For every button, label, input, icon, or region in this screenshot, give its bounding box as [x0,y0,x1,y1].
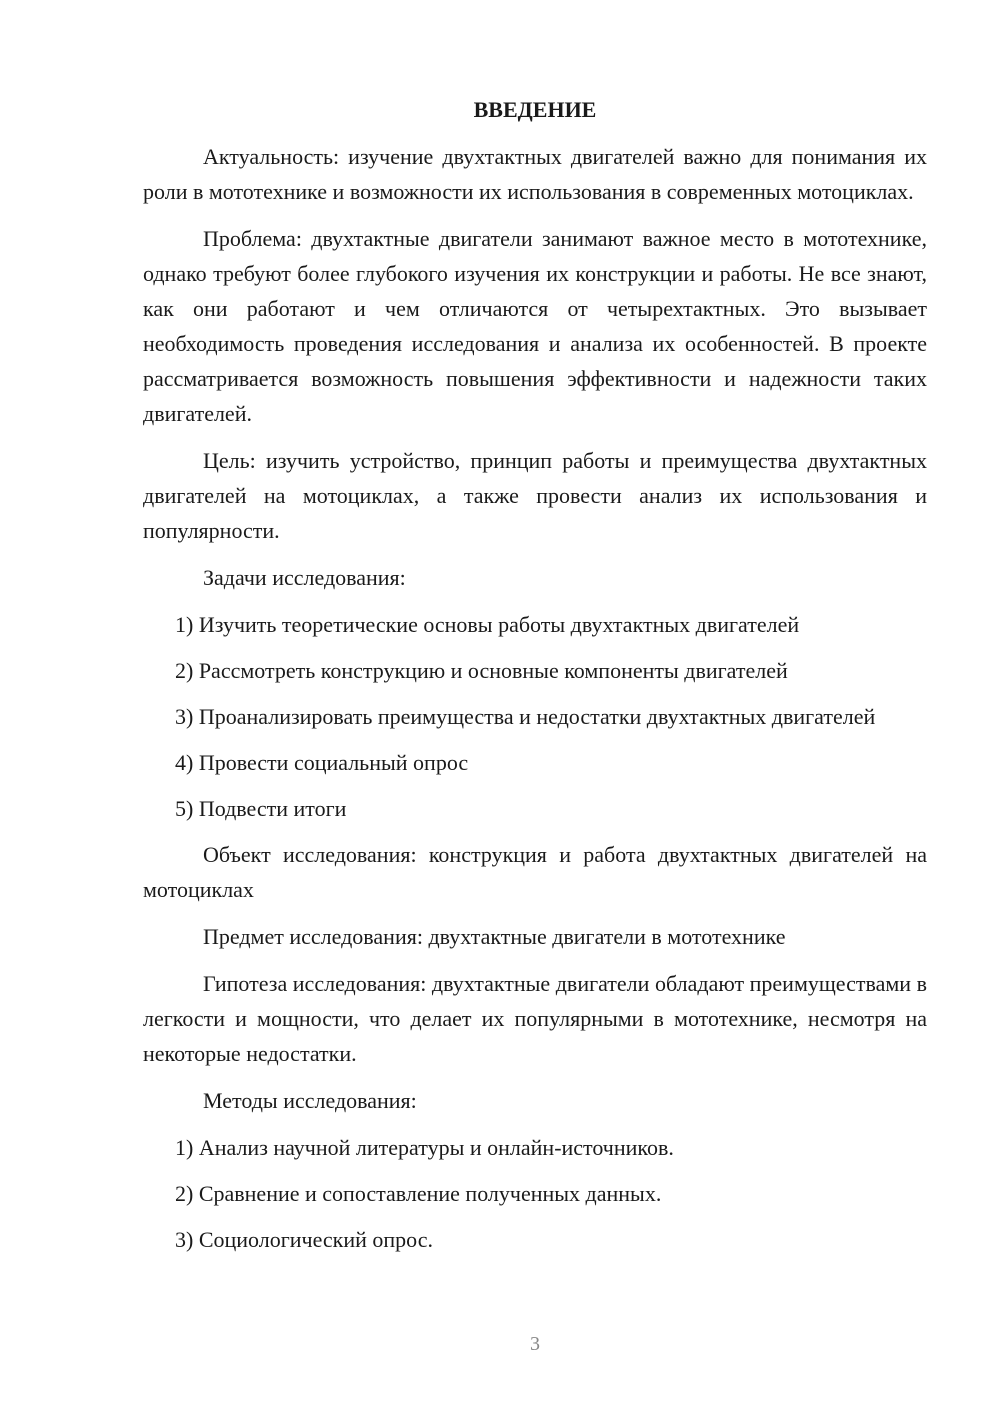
task-item: 4) Провести социальный опрос [175,750,469,775]
method-item: 1) Анализ научной литературы и онлайн-источников. [175,1135,674,1160]
problem-paragraph: Проблема: двухтактные двигатели занимают важное место в мототехнике, однако требуют более глубокого изучения их конструкции и работы. Не все знают, как они работают и чем отличаются от четырехтактных. Это вызывает необходимость проведения исследования и анализа их особенностей. В проекте рассматривается возможность повышения эффективности и надежности таких двигателей. [143,226,927,426]
task-item: 5) Подвести итоги [175,796,347,821]
task-item: 1) Изучить теоретические основы работы двухтактных двигателей [175,612,800,637]
object-paragraph: Объект исследования: конструкция и работа двухтактных двигателей на мотоциклах [143,842,927,902]
subject-paragraph: Предмет исследования: двухтактные двигатели в мототехнике [203,924,786,949]
tasks-heading: Задачи исследования: [203,565,406,590]
methods-heading: Методы исследования: [203,1088,417,1113]
section-title: ВВЕДЕНИЕ [473,97,597,122]
method-item: 2) Сравнение и сопоставление полученных данных. [175,1181,662,1206]
task-item: 2) Рассмотреть конструкцию и основные компоненты двигателей [175,658,788,683]
relevance-paragraph: Актуальность: изучение двухтактных двигателей важно для понимания их роли в мототехнике и возможности их использования в современных мотоциклах. [143,144,927,204]
method-item: 3) Социологический опрос. [175,1227,433,1252]
page-number: 3 [530,1333,540,1355]
goal-paragraph: Цель: изучить устройство, принцип работы и преимущества двухтактных двигателей на мотоциклах, а также провести анализ их использования и популярности. [143,448,927,543]
document-body [143,92,927,1268]
task-item: 3) Проанализировать преимущества и недостатки двухтактных двигателей [175,704,876,729]
hypothesis-paragraph: Гипотеза исследования: двухтактные двигатели обладают преимуществами в легкости и мощности, что делает их популярными в мототехнике, несмотря на некоторые недостатки. [143,971,927,1066]
